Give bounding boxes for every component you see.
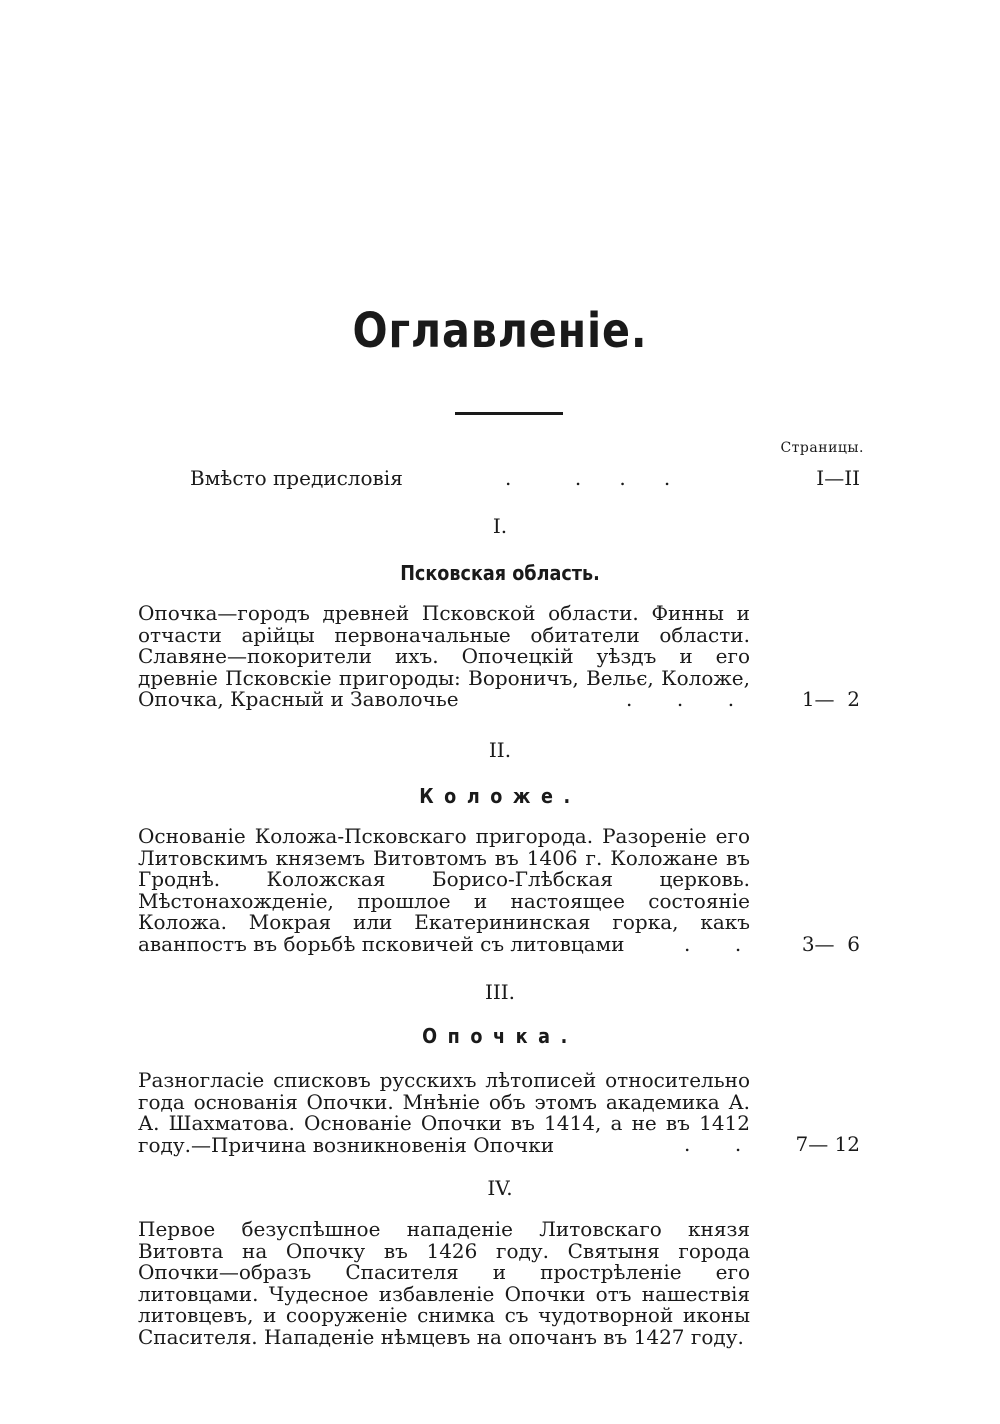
page-range: 3— 6 xyxy=(801,932,860,956)
leader-dots: . . xyxy=(684,1132,742,1156)
leader-dots: . . xyxy=(684,932,742,956)
section-numeral: IV. xyxy=(487,1176,513,1200)
toc-entry-preface xyxy=(190,468,870,490)
section-numeral: III. xyxy=(484,980,516,1004)
entry-text: Вмѣсто предисловія xyxy=(190,466,403,490)
section-numeral: II. xyxy=(488,738,512,762)
entry-text: Опочка—городъ древней Псковской области. Финны и отчасти арійцы первоначальные обитатели области. Славяне—покорители ихъ. Опочецкій уѣздъ и его древніе Псковскіе пригороды: Вороничъ, Вельє, Коложе, Опочка, Красный и Заволочье xyxy=(138,601,750,711)
title-rule xyxy=(455,412,563,415)
page-range: I—II xyxy=(816,466,860,490)
entry-text: Разногласіе списковъ русскихъ лѣтописей относительно года основанія Опочки. Мнѣніе объ этомъ академика А. А. Шахматова. Основаніе Опочки въ 1414, а не въ 1412 году.—Причина возникновенія Опочки xyxy=(138,1068,750,1157)
page-range: 7— 12 xyxy=(795,1132,860,1156)
leader-dots: . . . . xyxy=(505,466,671,490)
page-range: 1— 2 xyxy=(801,687,860,711)
section-numeral: I. xyxy=(492,514,508,538)
toc-entry xyxy=(138,1219,870,1349)
toc-entry xyxy=(138,826,870,958)
section-heading: Опочка. xyxy=(422,1024,578,1048)
section-heading: Псковская область. xyxy=(400,561,600,585)
pages-column-header: Страницы. xyxy=(780,440,864,456)
leader-dots: . . . xyxy=(626,687,735,711)
page-title: Оглавленіе. xyxy=(352,303,648,359)
entry-text: Первое безуспѣшное нападеніе Литовскаго князя Витовта на Опочку въ 1426 году. Святыня города Опочки—образъ Спасителя и прострѣленіе его литовцами. Чудесное избавленіе Опочки отъ нашествія литовцевъ, и сооруженіе снимка съ чудотворной иконы Спасителя. Нападеніе нѣмцевъ на опочанъ въ 1427 году. xyxy=(138,1217,750,1349)
section-heading: Коложе. xyxy=(419,784,581,808)
toc-entry xyxy=(138,1070,870,1158)
toc-entry xyxy=(138,603,870,713)
entry-text: Основаніе Коложа-Псковскаго пригорода. Разореніе его Литовскимъ княземъ Витовтомъ въ 1406 г. Коложане въ Гроднѣ. Коложская Борисо-Глѣбская церковь. Мѣстонахожденіе, прошлое и настоящее состояніе Коложа. Мокрая или Екатерининская горка, какъ аванпостъ въ борьбѣ псковичей съ литовцами xyxy=(138,824,750,956)
